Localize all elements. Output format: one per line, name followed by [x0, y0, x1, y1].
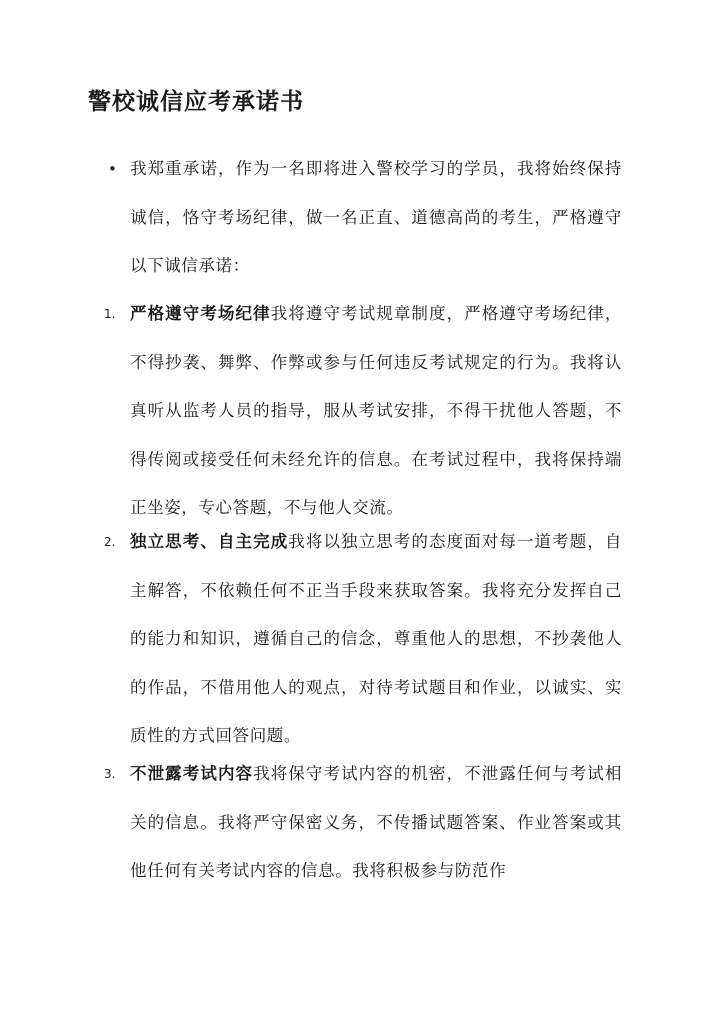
list-item-3-text — [130, 750, 622, 896]
intro-body: 我郑重承诺，作为一名即将进入警校学习的学员，我将始终保持诚信，恪守考场纪律，做一名正直、道德高尚的考生，严格遵守以下诚信承诺： — [130, 159, 622, 275]
list-item-2-text — [130, 518, 622, 761]
document-title: 警校诚信应考承诺书 — [88, 88, 304, 115]
list-item-1-body: 我将遵守考试规章制度，严格遵守考场纪律，不得抄袭、舞弊、作弊或参与任何违反考试规定的行为。我将认真听从监考人员的指导，服从考试安排，不得干扰他人答题，不得传阅或接受任何未经允许的信息。在考试过程中，我将保持端正坐姿，专心答题，不与他人交流。 — [130, 304, 622, 517]
list-item-1-text — [130, 290, 622, 533]
list-item-1-heading: 严格遵守考场纪律 — [130, 304, 271, 323]
list-item-3-number: 3. — [104, 767, 116, 781]
bullet-marker: • — [108, 160, 117, 178]
list-item-2-body: 我将以独立思考的态度面对每一道考题，自主解答，不依赖任何不正当手段来获取答案。我将充分发挥自己的能力和知识，遵循自己的信念，尊重他人的思想，不抄袭他人的作品，不借用他人的观点，对待考试题目和作业，以诚实、实质性的方式回答问题。 — [130, 532, 622, 745]
list-item-2-number: 2. — [104, 535, 116, 549]
list-item-2-heading: 独立思考、自主完成 — [130, 532, 289, 551]
list-item-3-body: 我将保守考试内容的机密，不泄露任何与考试相关的信息。我将严守保密义务，不传播试题答案、作业答案或其他任何有关考试内容的信息。我将积极参与防范作 — [130, 764, 622, 880]
intro-text — [130, 145, 622, 291]
list-item-1-number: 1. — [104, 307, 116, 321]
list-item-3-heading: 不泄露考试内容 — [130, 764, 254, 783]
